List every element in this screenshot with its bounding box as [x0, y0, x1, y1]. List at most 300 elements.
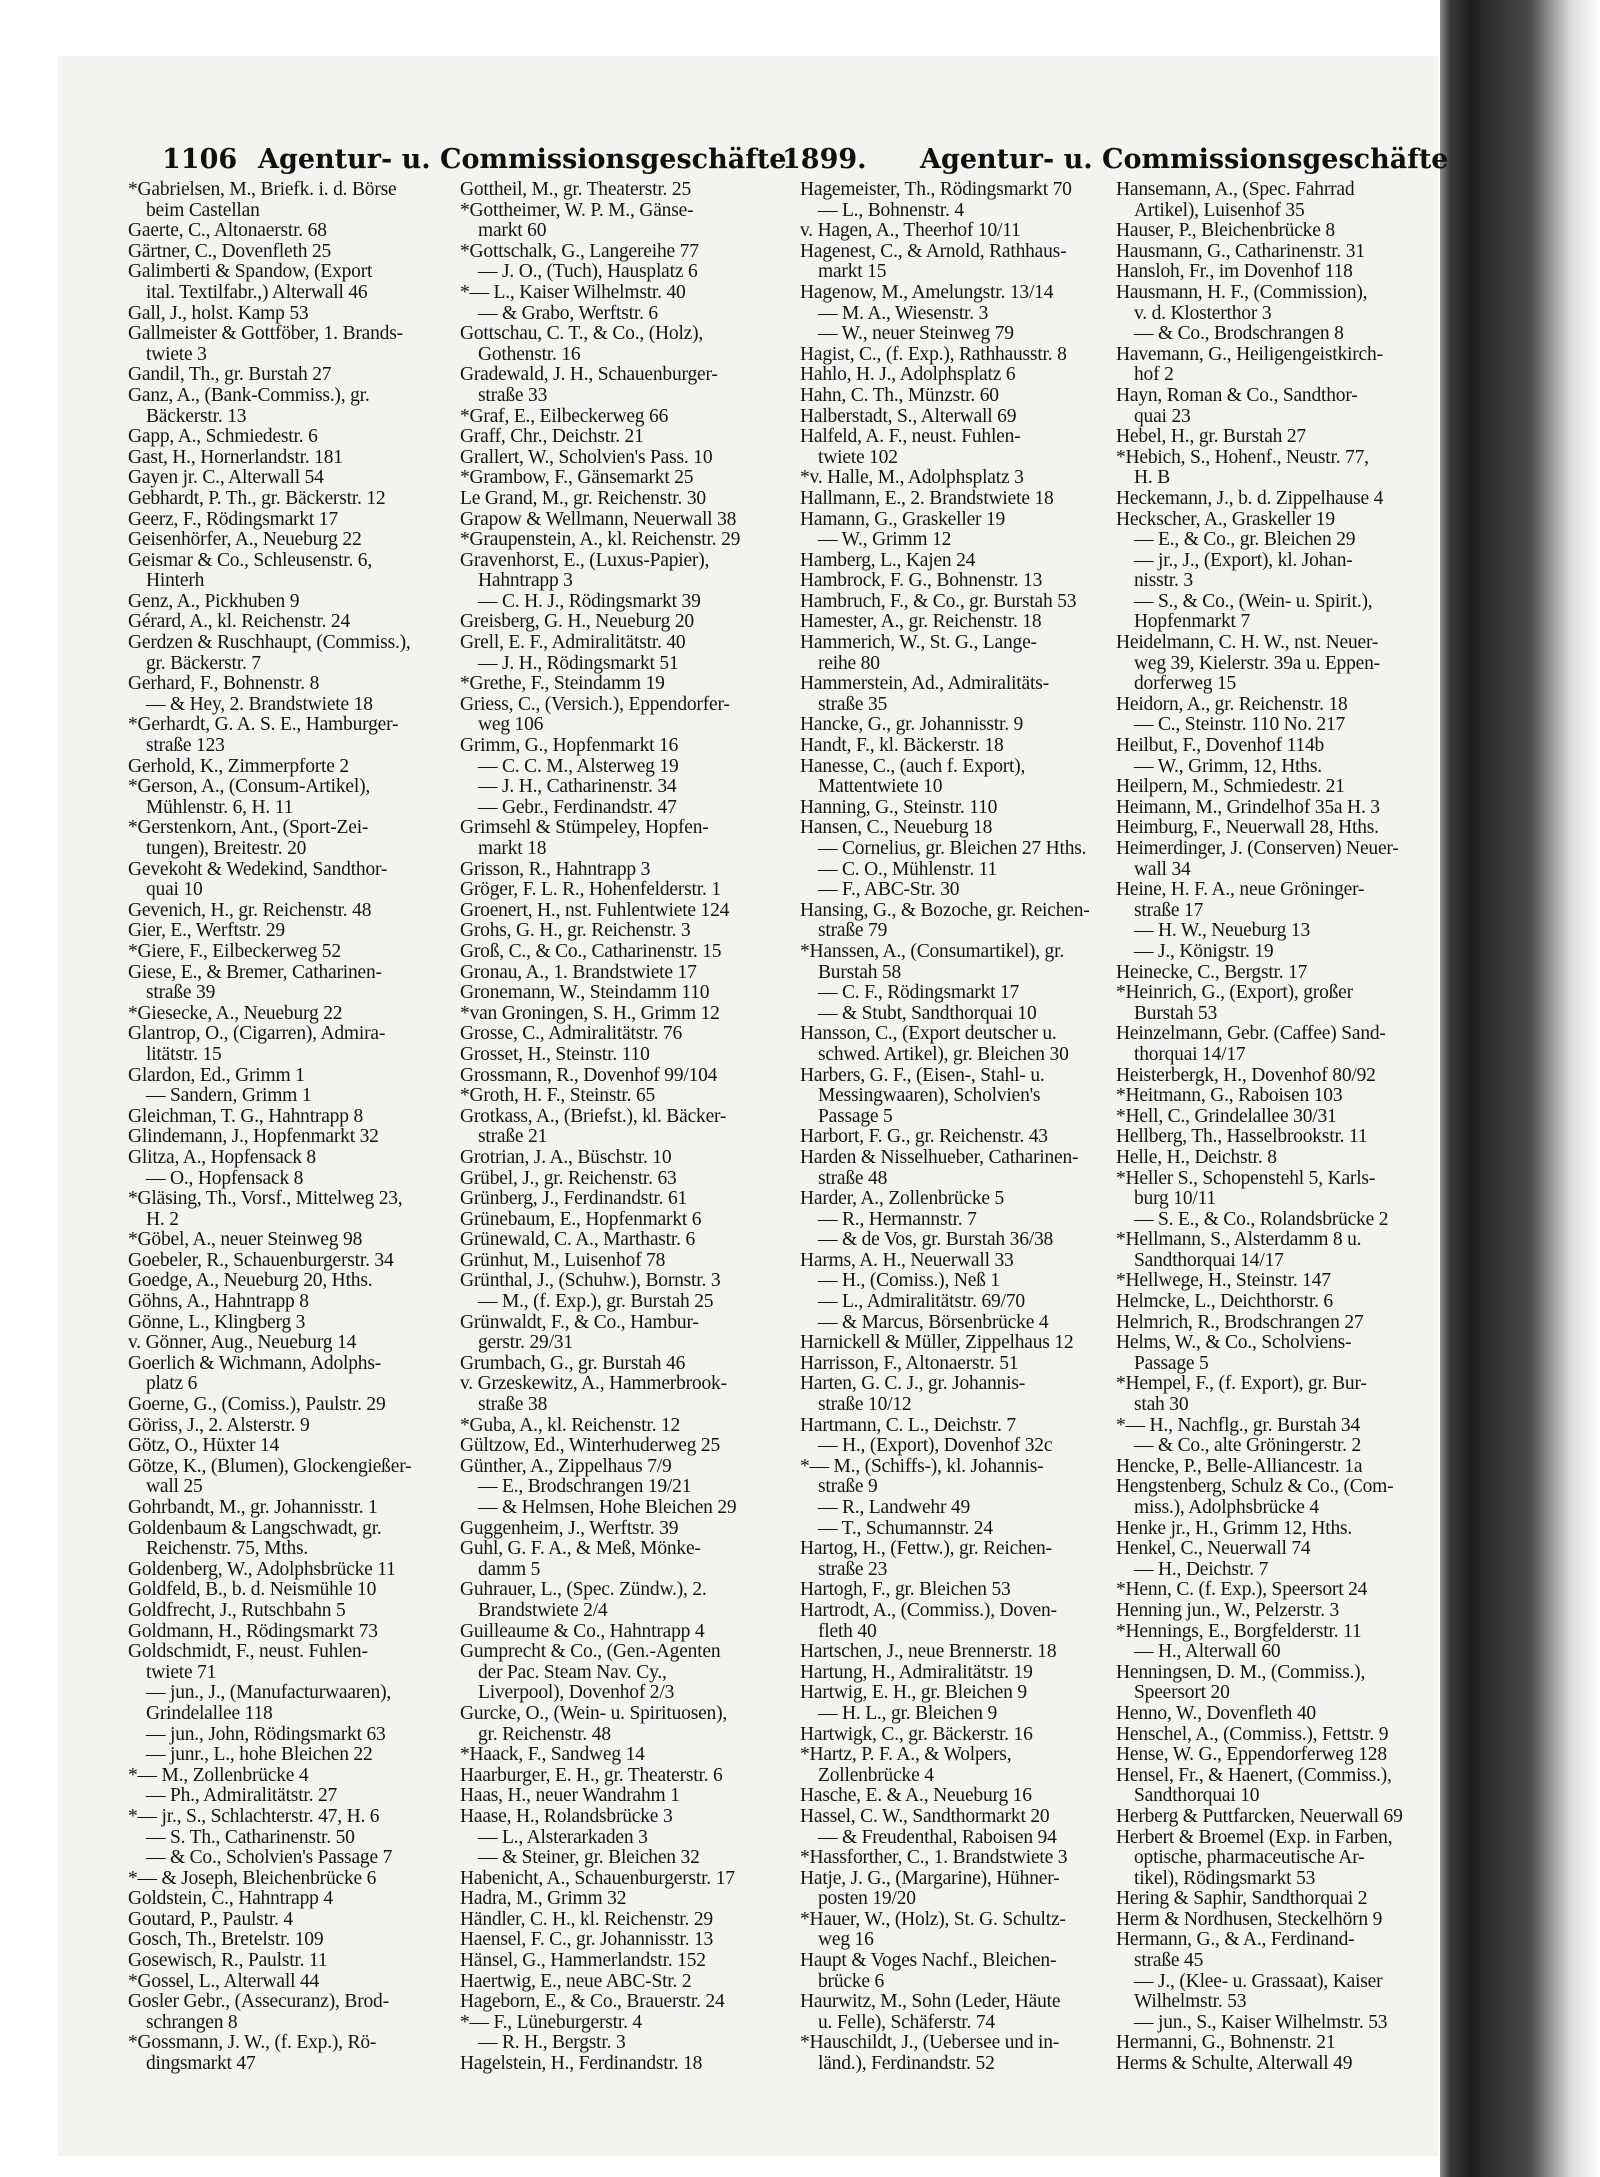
directory-entry-line: Glantrop, O., (Cigarren), Admira-: [128, 1024, 386, 1045]
directory-entry-line: Galimberti & Spandow, (Export: [128, 262, 373, 283]
directory-entry-line: Harbort, F. G., gr. Reichenstr. 43: [800, 1127, 1048, 1148]
directory-entry-line: weg 106: [478, 715, 544, 736]
directory-entry-line: — & Hey, 2. Brandstwiete 18: [146, 694, 373, 715]
directory-entry-line: Halberstadt, S., Alterwall 69: [800, 406, 1017, 427]
directory-entry-line: burg 10/11: [1134, 1189, 1216, 1210]
directory-entry-line: *Heller S., Schopenstehl 5, Karls-: [1116, 1168, 1376, 1189]
directory-entry-line: markt 18: [478, 839, 547, 859]
directory-entry-line: platz 6: [146, 1374, 198, 1395]
directory-entry-line: Harrisson, F., Altonaerstr. 51: [800, 1353, 1019, 1374]
directory-entry-line: Harden & Nisselhueber, Catharinen-: [800, 1147, 1079, 1168]
directory-entry-line: ital. Textilfabr.,) Alterwall 46: [146, 282, 368, 303]
directory-entry-line: — M. A., Wiesenstr. 3: [818, 303, 989, 324]
directory-entry-line: Hartung, H., Admiralitätstr. 19: [800, 1662, 1033, 1683]
directory-entry-line: straße 45: [1134, 1951, 1204, 1972]
directory-entry-line: Gottschau, C. T., & Co., (Holz),: [460, 324, 704, 345]
directory-entry-line: straße 123: [146, 736, 225, 757]
directory-entry-line: Grünthal, J., (Schuhw.), Bornstr. 3: [460, 1271, 721, 1292]
directory-entry-line: Guhl, G. F. A., & Meß, Mönke-: [460, 1539, 701, 1560]
directory-entry-line: Goldstein, C., Hahntrapp 4: [128, 1889, 333, 1910]
directory-entry-line: — Cornelius, gr. Bleichen 27 Hths.: [818, 839, 1087, 859]
column-2: [460, 180, 780, 2075]
directory-entry-line: *Heinrich, G., (Export), großer: [1116, 983, 1353, 1004]
directory-entry-line: *Göbel, A., neuer Steinweg 98: [128, 1230, 363, 1251]
directory-entry-line: *Hellwege, H., Steinstr. 147: [1116, 1271, 1331, 1292]
directory-entry-line: Gültzow, Ed., Winterhuderweg 25: [460, 1436, 720, 1457]
directory-entry-line: — junr., L., hohe Bleichen 22: [146, 1745, 373, 1766]
directory-entry-line: straße 38: [478, 1395, 548, 1416]
directory-entry-line: Hagelstein, H., Ferdinandstr. 18: [460, 2054, 703, 2075]
directory-entry-line: Gurcke, O., (Wein- u. Spirituosen),: [460, 1703, 728, 1724]
directory-entry-line: *— jr., S., Schlachterstr. 47, H. 6: [128, 1806, 380, 1827]
directory-entry-line: u. Felle), Schäferstr. 74: [818, 2012, 995, 2033]
directory-entry-line: Genz, A., Pickhuben 9: [128, 591, 300, 612]
directory-entry-line: *Giere, F., Eilbeckerweg 52: [128, 941, 341, 962]
directory-entry-line: Hense, W. G., Eppendorferweg 128: [1116, 1745, 1387, 1766]
directory-entry-line: Heimerdinger, J. (Conserven) Neuer-: [1116, 839, 1399, 859]
directory-entry-line: Hambruch, F., & Co., gr. Burstah 53: [800, 591, 1077, 612]
directory-entry-line: Habenicht, A., Schauenburgerstr. 17: [460, 1868, 735, 1889]
directory-entry-line: *Gerstenkorn, Ant., (Sport-Zei-: [128, 818, 369, 839]
year: 1899.: [782, 144, 867, 175]
directory-entry-line: Gerhold, K., Zimmerpforte 2: [128, 756, 349, 777]
directory-entry-line: Goldfrecht, J., Rutschbahn 5: [128, 1600, 346, 1621]
directory-entry-line: Mattentwiete 10: [818, 777, 943, 798]
column-3: [800, 180, 1120, 2075]
directory-entry-line: Guggenheim, J., Werftstr. 39: [460, 1518, 679, 1539]
directory-entry-line: Harnickell & Müller, Zippelhaus 12: [800, 1333, 1074, 1354]
directory-entry-line: *Guba, A., kl. Reichenstr. 12: [460, 1415, 681, 1436]
directory-entry-line: Hagist, C., (f. Exp.), Rathhausstr. 8: [800, 344, 1067, 365]
directory-entry-line: Grimm, G., Hopfenmarkt 16: [460, 736, 679, 757]
directory-entry-line: *Hassforther, C., 1. Brandstwiete 3: [800, 1848, 1068, 1869]
directory-entry-line: Göhns, A., Hahntrapp 8: [128, 1292, 309, 1313]
directory-entry-line: — H. L., gr. Bleichen 9: [818, 1703, 997, 1724]
directory-entry-line: Grossmann, R., Dovenhof 99/104: [460, 1065, 718, 1086]
directory-entry-line: *van Groningen, S. H., Grimm 12: [460, 1003, 720, 1024]
directory-entry-line: — O., Hopfensack 8: [146, 1168, 304, 1189]
directory-entry-line: Artikel), Luisenhof 35: [1134, 200, 1305, 221]
directory-entry-line: — J. H., Rödingsmarkt 51: [478, 653, 679, 674]
directory-entry-line: *— H., Nachflg., gr. Burstah 34: [1116, 1415, 1361, 1436]
directory-entry-line: — & Co., alte Gröningerstr. 2: [1134, 1436, 1362, 1457]
directory-entry-line: Hebel, H., gr. Burstah 27: [1116, 427, 1306, 448]
directory-entry-line: stah 30: [1134, 1395, 1189, 1416]
directory-entry-line: Glitza, A., Hopfensack 8: [128, 1147, 316, 1168]
directory-entry-line: twiete 3: [146, 344, 207, 365]
directory-entry-line: quai 23: [1134, 406, 1191, 427]
directory-entry-line: *Gabrielsen, M., Briefk. i. d. Börse: [128, 180, 397, 200]
directory-entry-line: Grünwaldt, F., & Co., Hambur-: [460, 1312, 699, 1333]
directory-entry-line: Hatje, J. G., (Margarine), Hühner-: [800, 1868, 1060, 1889]
directory-entry-line: damm 5: [478, 1559, 541, 1580]
directory-entry-line: twiete 102: [818, 447, 898, 468]
directory-entry-line: *Hell, C., Grindelallee 30/31: [1116, 1106, 1337, 1127]
directory-entry-line: Gayen jr. C., Alterwall 54: [128, 468, 324, 489]
directory-entry-line: — & Co., Brodschrangen 8: [1134, 324, 1344, 345]
directory-entry-line: Heidorn, A., gr. Reichenstr. 18: [1116, 694, 1348, 715]
directory-entry-line: nisstr. 3: [1134, 571, 1193, 592]
directory-entry-line: — & de Vos, gr. Burstah 36/38: [818, 1230, 1054, 1251]
directory-entry-line: Gröger, F. L. R., Hohenfelderstr. 1: [460, 880, 721, 901]
directory-entry-line: Hanning, G., Steinstr. 110: [800, 797, 998, 818]
directory-entry-line: Ganz, A., (Bank-Commiss.), gr.: [128, 385, 370, 406]
directory-entry-line: Glindemann, J., Hopfenmarkt 32: [128, 1127, 379, 1148]
directory-entry-line: Gronemann, W., Steindamm 110: [460, 983, 710, 1004]
directory-entry-line: — E., & Co., gr. Bleichen 29: [1134, 530, 1356, 551]
directory-entry-line: gerstr. 29/31: [478, 1333, 573, 1354]
directory-entry-line: — W., Grimm 12: [818, 530, 952, 551]
directory-entry-line: — H., Deichstr. 7: [1134, 1559, 1269, 1580]
directory-entry-line: Gast, H., Hornerlandstr. 181: [128, 447, 343, 468]
directory-entry-line: Sandthorquai 10: [1134, 1786, 1260, 1807]
directory-entry-line: Grünewald, C. A., Marthastr. 6: [460, 1230, 696, 1251]
directory-entry-line: Hahn, C. Th., Münzstr. 60: [800, 385, 999, 406]
directory-entry-line: Helle, H., Deichstr. 8: [1116, 1147, 1277, 1168]
directory-entry-line: v. Grzeskewitz, A., Hammerbrook-: [460, 1374, 727, 1395]
directory-entry-line: Hermann, G., & A., Ferdinand-: [1116, 1930, 1355, 1951]
directory-entry-line: Gandil, Th., gr. Burstah 27: [128, 365, 332, 386]
directory-entry-line: *Hempel, F., (f. Export), gr. Bur-: [1116, 1374, 1367, 1395]
directory-entry-line: *Hartz, P. F. A., & Wolpers,: [800, 1745, 1012, 1766]
directory-entry-line: Hageborn, E., & Co., Brauerstr. 24: [460, 1992, 725, 2013]
directory-entry-line: Haarburger, E. H., gr. Theaterstr. 6: [460, 1765, 723, 1786]
directory-entry-line: Heinecke, C., Bergstr. 17: [1116, 962, 1308, 983]
directory-entry-line: Henschel, A., (Commiss.), Fettstr. 9: [1116, 1724, 1389, 1745]
directory-entry-line: Herbert & Broemel (Exp. in Farben,: [1116, 1827, 1393, 1848]
directory-entry-line: Gall, J., holst. Kamp 53: [128, 303, 309, 324]
directory-entry-line: v. d. Klosterthor 3: [1134, 303, 1272, 324]
right-running-title: Agentur- u. Commissionsgeschäfte: [920, 144, 1449, 175]
directory-entry-line: litätstr. 15: [146, 1044, 222, 1065]
directory-entry-line: Halfeld, A. F., neust. Fuhlen-: [800, 427, 1021, 448]
directory-entry-line: — & Stubt, Sandthorquai 10: [818, 1003, 1037, 1024]
directory-entry-line: H. B: [1134, 468, 1171, 489]
directory-entry-line: — H., (Comiss.), Neß 1: [818, 1271, 1000, 1292]
directory-entry-line: Göriss, J., 2. Alsterstr. 9: [128, 1415, 310, 1436]
directory-entry-line: straße 79: [818, 921, 888, 942]
directory-entry-line: Groenert, H., nst. Fuhlentwiete 124: [460, 900, 730, 921]
directory-entry-line: *— F., Lüneburgerstr. 4: [460, 2012, 642, 2033]
directory-entry-line: Haensel, F. C., gr. Johannisstr. 13: [460, 1930, 714, 1951]
directory-entry-line: — E., Brodschrangen 19/21: [478, 1477, 692, 1498]
directory-entry-line: Heisterbergk, H., Dovenhof 80/92: [1116, 1065, 1376, 1086]
directory-entry-line: gr. Bäckerstr. 7: [146, 653, 261, 674]
directory-entry-line: *Hauschildt, J., (Uebersee und in-: [800, 2033, 1060, 2054]
directory-entry-line: Goutard, P., Paulstr. 4: [128, 1909, 293, 1930]
directory-entry-line: *v. Halle, M., Adolphsplatz 3: [800, 468, 1024, 489]
directory-entry-line: — R., Hermannstr. 7: [818, 1209, 977, 1230]
directory-entry-line: — & Marcus, Börsenbrücke 4: [818, 1312, 1049, 1333]
directory-entry-line: thorquai 14/17: [1134, 1044, 1246, 1065]
directory-entry-line: Giese, E., & Bremer, Catharinen-: [128, 962, 382, 983]
directory-entry-line: *Haack, F., Sandweg 14: [460, 1745, 645, 1766]
directory-entry-line: Gallmeister & Gottföber, 1. Brands-: [128, 324, 403, 345]
directory-entry-line: miss.), Adolphsbrücke 4: [1134, 1498, 1319, 1518]
directory-entry-line: Sandthorquai 14/17: [1134, 1250, 1284, 1271]
directory-entry-line: Gaerte, C., Altonaerstr. 68: [128, 221, 327, 242]
directory-entry-line: Goldfeld, B., b. d. Neismühle 10: [128, 1580, 377, 1601]
directory-entry-line: *Gerhardt, G. A. S. E., Hamburger-: [128, 715, 399, 736]
directory-entry-line: Heckscher, A., Graskeller 19: [1116, 509, 1335, 530]
directory-entry-line: *Grethe, F., Steindamm 19: [460, 674, 665, 695]
directory-entry-line: hof 2: [1134, 365, 1174, 386]
directory-entry-line: tungen), Breitestr. 20: [146, 839, 307, 859]
directory-entry-line: Harder, A., Zollenbrücke 5: [800, 1189, 1005, 1210]
directory-entry-line: straße 39: [146, 983, 216, 1004]
directory-entry-line: — L., Admiralitätstr. 69/70: [818, 1292, 1025, 1313]
directory-entry-line: Grotrian, J. A., Büschstr. 10: [460, 1147, 672, 1168]
directory-entry-line: — S. E., & Co., Rolandsbrücke 2: [1134, 1209, 1389, 1230]
directory-entry-line: *Gottschalk, G., Langereihe 77: [460, 241, 699, 262]
directory-entry-line: Hammerstein, Ad., Admiralitäts-: [800, 674, 1049, 695]
directory-entry-line: Gönne, L., Klingberg 3: [128, 1312, 306, 1333]
directory-entry-line: straße 17: [1134, 900, 1204, 921]
directory-entry-line: länd.), Ferdinandstr. 52: [818, 2054, 995, 2075]
directory-entry-line: dorferweg 15: [1134, 674, 1237, 695]
directory-entry-line: *Hennings, E., Borgfelderstr. 11: [1116, 1621, 1362, 1642]
directory-entry-line: — H., Alterwall 60: [1134, 1642, 1281, 1663]
directory-entry-line: Herms & Schulte, Alterwall 49: [1116, 2054, 1353, 2075]
directory-entry-line: — L., Bohnenstr. 4: [818, 200, 964, 221]
directory-entry-line: — & Helmsen, Hohe Bleichen 29: [478, 1498, 737, 1518]
directory-entry-line: — L., Alsterarkaden 3: [478, 1827, 648, 1848]
directory-entry-line: Guilleaume & Co., Hahntrapp 4: [460, 1621, 705, 1642]
directory-entry-line: Gradewald, J. H., Schauenburger-: [460, 365, 718, 386]
directory-entry-line: twiete 71: [146, 1662, 217, 1683]
directory-entry-line: *Grambow, F., Gänsemarkt 25: [460, 468, 694, 489]
directory-entry-line: — Ph., Admiralitätstr. 27: [146, 1786, 338, 1807]
directory-entry-line: Hamester, A., gr. Reichenstr. 18: [800, 612, 1042, 633]
directory-entry-line: *— M., Zollenbrücke 4: [128, 1765, 309, 1786]
directory-entry-line: fleth 40: [818, 1621, 877, 1642]
directory-entry-line: quai 10: [146, 880, 203, 901]
directory-entry-line: Zollenbrücke 4: [818, 1765, 934, 1786]
directory-entry-line: Hamberg, L., Kajen 24: [800, 550, 976, 571]
directory-entry-line: Grünebaum, E., Hopfenmarkt 6: [460, 1209, 702, 1230]
directory-entry-line: Hencke, P., Belle-Alliancestr. 1a: [1116, 1456, 1363, 1477]
directory-entry-line: Geisenhörfer, A., Neueburg 22: [128, 530, 362, 551]
directory-entry-line: Gosewisch, R., Paulstr. 11: [128, 1951, 328, 1972]
directory-entry-line: Grallert, W., Scholvien's Pass. 10: [460, 447, 713, 468]
directory-entry-line: Hermanni, G., Bohnenstr. 21: [1116, 2033, 1336, 2054]
directory-entry-line: Haurwitz, M., Sohn (Leder, Häute: [800, 1992, 1061, 2013]
directory-entry-line: v. Hagen, A., Theerhof 10/11: [800, 221, 1021, 242]
directory-entry-line: Grübel, J., gr. Reichenstr. 63: [460, 1168, 677, 1189]
directory-entry-line: Hartschen, J., neue Brennerstr. 18: [800, 1642, 1057, 1663]
directory-page: [58, 56, 1449, 2156]
directory-entry-line: Heilbut, F., Dovenhof 114b: [1116, 736, 1325, 757]
directory-entry-line: Hausmann, H. F., (Commission),: [1116, 282, 1368, 303]
directory-entry-line: *Graf, E., Eilbeckerweg 66: [460, 406, 669, 427]
directory-entry-line: — H., (Export), Dovenhof 32c: [818, 1436, 1053, 1457]
directory-entry-line: weg 39, Kielerstr. 39a u. Eppen-: [1134, 653, 1380, 674]
directory-entry-line: — jun., J., (Manufacturwaaren),: [146, 1683, 392, 1704]
directory-entry-line: Hahlo, H. J., Adolphsplatz 6: [800, 365, 1016, 386]
directory-entry-line: optische, pharmaceutische Ar-: [1134, 1848, 1365, 1869]
directory-entry-line: Havemann, G., Heiligengeistkirch-: [1116, 344, 1383, 365]
directory-entry-line: Hansloh, Fr., im Dovenhof 118: [1116, 262, 1353, 283]
directory-entry-line: — & Grabo, Werftstr. 6: [478, 303, 658, 324]
directory-entry-line: straße 35: [818, 694, 888, 715]
directory-entry-line: Herberg & Puttfarcken, Neuerwall 69: [1116, 1806, 1403, 1827]
directory-entry-line: Le Grand, M., gr. Reichenstr. 30: [460, 488, 706, 509]
directory-entry-line: *Hellmann, S., Alsterdamm 8 u.: [1116, 1230, 1362, 1251]
directory-entry-line: — jun., John, Rödingsmarkt 63: [146, 1724, 386, 1745]
directory-entry-line: Goldenbaum & Langschwadt, gr.: [128, 1518, 382, 1539]
directory-entry-line: Hering & Saphir, Sandthorquai 2: [1116, 1889, 1368, 1910]
directory-entry-line: Hagemeister, Th., Rödingsmarkt 70: [800, 180, 1072, 200]
directory-entry-line: *Giesecke, A., Neueburg 22: [128, 1003, 343, 1024]
directory-entry-line: Liverpool), Dovenhof 2/3: [478, 1683, 675, 1704]
directory-entry-line: Harten, G. C. J., gr. Johannis-: [800, 1374, 1026, 1395]
directory-entry-line: Gapp, A., Schmiedestr. 6: [128, 427, 318, 448]
directory-entry-line: Heine, H. F. A., neue Gröninger-: [1116, 880, 1365, 901]
directory-entry-line: *Hebich, S., Hohenf., Neustr. 77,: [1116, 447, 1369, 468]
directory-entry-line: Goerne, G., (Comiss.), Paulstr. 29: [128, 1395, 386, 1416]
page-number: 1106: [162, 144, 238, 175]
directory-entry-line: Groß, C., & Co., Catharinenstr. 15: [460, 941, 722, 962]
directory-entry-line: Griess, C., (Versich.), Eppendorfer-: [460, 694, 730, 715]
directory-entry-line: Handt, F., kl. Bäckerstr. 18: [800, 736, 1004, 757]
column-4: [1116, 180, 1436, 2075]
directory-entry-line: v. Gönner, Aug., Neueburg 14: [128, 1333, 357, 1354]
directory-entry-line: Grünberg, J., Ferdinandstr. 61: [460, 1189, 688, 1210]
directory-entry-line: Hauser, P., Bleichenbrücke 8: [1116, 221, 1335, 242]
directory-entry-line: — jun., S., Kaiser Wilhelmstr. 53: [1134, 2012, 1388, 2033]
directory-entry-line: Hansemann, A., (Spec. Fahrrad: [1116, 180, 1355, 200]
directory-entry-line: Gottheil, M., gr. Theaterstr. 25: [460, 180, 691, 200]
directory-entry-line: — F., ABC-Str. 30: [818, 880, 960, 901]
directory-entry-line: Speersort 20: [1134, 1683, 1230, 1704]
directory-entry-line: — J. H., Catharinenstr. 34: [478, 777, 677, 798]
directory-entry-line: *Gossmann, J. W., (f. Exp.), Rö-: [128, 2033, 377, 2054]
directory-entry-line: Hassel, C. W., Sandthormarkt 20: [800, 1806, 1050, 1827]
directory-entry-line: Hammerich, W., St. G., Lange-: [800, 633, 1037, 654]
directory-entry-line: — & Steiner, gr. Bleichen 32: [478, 1848, 700, 1869]
directory-entry-line: — & Co., Scholvien's Passage 7: [146, 1848, 393, 1869]
directory-entry-line: Hensel, Fr., & Haenert, (Commiss.),: [1116, 1765, 1392, 1786]
directory-entry-line: — & Freudenthal, Raboisen 94: [818, 1827, 1057, 1848]
directory-entry-line: Gebhardt, P. Th., gr. Bäckerstr. 12: [128, 488, 386, 509]
directory-entry-line: Harms, A. H., Neuerwall 33: [800, 1250, 1014, 1271]
directory-entry-line: Hartwig, E. H., gr. Bleichen 9: [800, 1683, 1027, 1704]
directory-entry-line: Grotkass, A., (Briefst.), kl. Bäcker-: [460, 1106, 727, 1127]
directory-entry-line: Hagenest, C., & Arnold, Rathhaus-: [800, 241, 1067, 262]
directory-entry-line: *Heitmann, G., Raboisen 103: [1116, 1086, 1343, 1107]
directory-entry-line: Hopfenmarkt 7: [1134, 612, 1250, 633]
directory-entry-line: Gronau, A., 1. Brandstwiete 17: [460, 962, 697, 983]
directory-entry-line: Heilpern, M., Schmiedestr. 21: [1116, 777, 1345, 798]
directory-entry-line: Grell, E. F., Admiralitätstr. 40: [460, 633, 686, 654]
directory-entry-line: straße 48: [818, 1168, 888, 1189]
directory-entry-line: Grumbach, G., gr. Burstah 46: [460, 1353, 686, 1374]
directory-entry-line: Hartwigk, C., gr. Bäckerstr. 16: [800, 1724, 1033, 1745]
directory-entry-line: Hänsel, G., Hammerlandstr. 152: [460, 1951, 706, 1972]
directory-entry-line: Grohs, G. H., gr. Reichenstr. 3: [460, 921, 691, 942]
directory-entry-line: *Hanssen, A., (Consumartikel), gr.: [800, 941, 1065, 962]
directory-entry-line: Helms, W., & Co., Scholviens-: [1116, 1333, 1352, 1354]
directory-entry-line: — W., Grimm, 12, Hths.: [1134, 756, 1322, 777]
directory-entry-line: Grosset, H., Steinstr. 110: [460, 1044, 650, 1065]
directory-entry-line: Hayn, Roman & Co., Sandthor-: [1116, 385, 1358, 406]
directory-entry-line: reihe 80: [818, 653, 880, 674]
directory-entry-line: Goebeler, R., Schauenburgerstr. 34: [128, 1250, 394, 1271]
directory-entry-line: Gérard, A., kl. Reichenstr. 24: [128, 612, 350, 633]
directory-entry-line: Henningsen, D. M., (Commiss.),: [1116, 1662, 1366, 1683]
directory-entry-line: — Sandern, Grimm 1: [146, 1086, 312, 1107]
directory-entry-line: *Gläsing, Th., Vorsf., Mittelweg 23,: [128, 1189, 403, 1210]
directory-entry-line: Haertwig, E., neue ABC-Str. 2: [460, 1971, 692, 1992]
directory-entry-line: Hallmann, E., 2. Brandstwiete 18: [800, 488, 1054, 509]
directory-entry-line: — S. Th., Catharinenstr. 50: [146, 1827, 355, 1848]
directory-entry-line: Greisberg, G. H., Neueburg 20: [460, 612, 694, 633]
directory-entry-line: *— M., (Schiffs-), kl. Johannis-: [800, 1456, 1044, 1477]
directory-entry-line: wall 25: [146, 1477, 203, 1498]
directory-entry-line: Henning jun., W., Pelzerstr. 3: [1116, 1600, 1340, 1621]
directory-entry-line: Gohrbandt, M., gr. Johannisstr. 1: [128, 1498, 378, 1518]
directory-entry-line: — H. W., Neueburg 13: [1134, 921, 1311, 942]
directory-entry-line: Hanesse, C., (auch f. Export),: [800, 756, 1026, 777]
directory-entry-line: Heimann, M., Grindelhof 35a H. 3: [1116, 797, 1380, 818]
directory-entry-line: — M., (f. Exp.), gr. Burstah 25: [478, 1292, 714, 1313]
directory-entry-line: Reichenstr. 75, Mths.: [146, 1539, 309, 1560]
directory-entry-line: Glardon, Ed., Grimm 1: [128, 1065, 305, 1086]
directory-entry-line: — jr., J., (Export), kl. Johan-: [1134, 550, 1353, 571]
directory-entry-line: — J., (Klee- u. Grassaat), Kaiser: [1134, 1971, 1383, 1992]
directory-entry-line: straße 10/12: [818, 1395, 912, 1416]
directory-entry-line: Guhrauer, L., (Spec. Zündw.), 2.: [460, 1580, 707, 1601]
directory-entry-line: Haas, H., neuer Wandrahm 1: [460, 1786, 680, 1807]
directory-entry-line: Wilhelmstr. 53: [1134, 1992, 1247, 2013]
directory-entry-line: Händler, C. H., kl. Reichenstr. 29: [460, 1909, 713, 1930]
directory-entry-line: Heckemann, J., b. d. Zippelhause 4: [1116, 488, 1384, 509]
directory-entry-line: Goldmann, H., Rödingsmarkt 73: [128, 1621, 378, 1642]
directory-entry-line: Hansen, C., Neueburg 18: [800, 818, 993, 839]
directory-entry-line: — J. O., (Tuch), Hausplatz 6: [478, 262, 698, 283]
directory-entry-line: Hambrock, F. G., Bohnenstr. 13: [800, 571, 1043, 592]
directory-entry-line: schwed. Artikel), gr. Bleichen 30: [818, 1044, 1069, 1065]
page-gutter-shadow: [1440, 0, 1600, 2177]
directory-entry-line: Gärtner, C., Dovenfleth 25: [128, 241, 332, 262]
directory-entry-line: Brandstwiete 2/4: [478, 1600, 608, 1621]
directory-entry-line: straße 33: [478, 385, 548, 406]
directory-entry-line: *Gossel, L., Alterwall 44: [128, 1971, 320, 1992]
directory-entry-line: *Groth, H. F., Steinstr. 65: [460, 1086, 656, 1107]
directory-entry-line: Gumprecht & Co., (Gen.-Agenten: [460, 1642, 721, 1663]
directory-entry-line: Grisson, R., Hahntrapp 3: [460, 859, 651, 880]
directory-entry-line: Gevekoht & Wedekind, Sandthor-: [128, 859, 388, 880]
directory-entry-line: Heimburg, F., Neuerwall 28, Hths.: [1116, 818, 1379, 839]
directory-entry-line: Grapow & Wellmann, Neuerwall 38: [460, 509, 737, 530]
directory-entry-line: Hansson, C., (Export deutscher u.: [800, 1024, 1057, 1045]
directory-entry-line: *Gottheimer, W. P. M., Gänse-: [460, 200, 694, 221]
directory-entry-line: Hinterh: [146, 571, 205, 592]
directory-entry-line: *Henn, C. (f. Exp.), Speersort 24: [1116, 1580, 1368, 1601]
directory-entry-line: Mühlenstr. 6, H. 11: [146, 797, 294, 818]
directory-entry-line: Gerhard, F., Bohnenstr. 8: [128, 674, 320, 695]
directory-entry-line: H. 2: [146, 1209, 179, 1230]
directory-entry-line: Harbers, G. F., (Eisen-, Stahl- u.: [800, 1065, 1045, 1086]
directory-entry-line: Messingwaaren), Scholvien's: [818, 1086, 1041, 1107]
directory-entry-line: Geismar & Co., Schleusenstr. 6,: [128, 550, 373, 571]
directory-entry-line: Grimsehl & Stümpeley, Hopfen-: [460, 818, 709, 839]
directory-entry-line: — C. F., Rödingsmarkt 17: [818, 983, 1020, 1004]
left-running-title: Agentur- u. Commissionsgeschäfte: [258, 144, 787, 175]
directory-entry-line: markt 60: [478, 221, 547, 242]
directory-entry-line: Gravenhorst, E., (Luxus-Papier),: [460, 550, 710, 571]
directory-entry-line: straße 23: [818, 1559, 888, 1580]
